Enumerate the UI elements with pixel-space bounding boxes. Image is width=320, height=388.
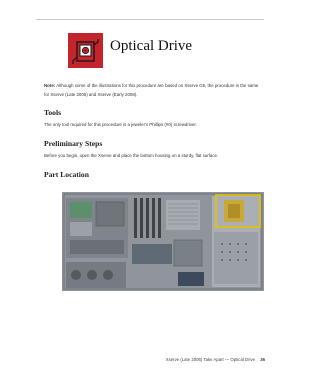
- preliminary-steps-paragraph: Before you begin, open the Xserve and place the bottom housing on a sturdy, flat surface.: [44, 153, 219, 158]
- section-heading-tools: Tools: [44, 108, 62, 117]
- section-heading-part-location: Part Location: [44, 170, 89, 179]
- note-paragraph: [44, 82, 264, 99]
- red-service-logo-icon: [68, 33, 103, 68]
- tools-paragraph: The only tool required for this procedure is a jeweler's Phillips (#0) screwdriver.: [44, 122, 197, 127]
- note-label: Note:: [44, 83, 56, 88]
- top-rule: [36, 19, 264, 20]
- page-number: 36: [260, 357, 265, 362]
- chapter-title: Optical Drive: [110, 38, 193, 54]
- page-footer: [166, 357, 265, 362]
- note-text: Although some of the illustrations for this procedure are based on Xserve G5, the procedure is the same for Xserve (Late 2006) and Xserve (Early 2008).: [44, 83, 259, 97]
- section-heading-preliminary-steps: Preliminary Steps: [44, 139, 103, 148]
- footer-text: Xserve (Late 2006) Take Apart — Optical Drive: [165, 357, 256, 362]
- xserve-interior-photo: [62, 192, 264, 291]
